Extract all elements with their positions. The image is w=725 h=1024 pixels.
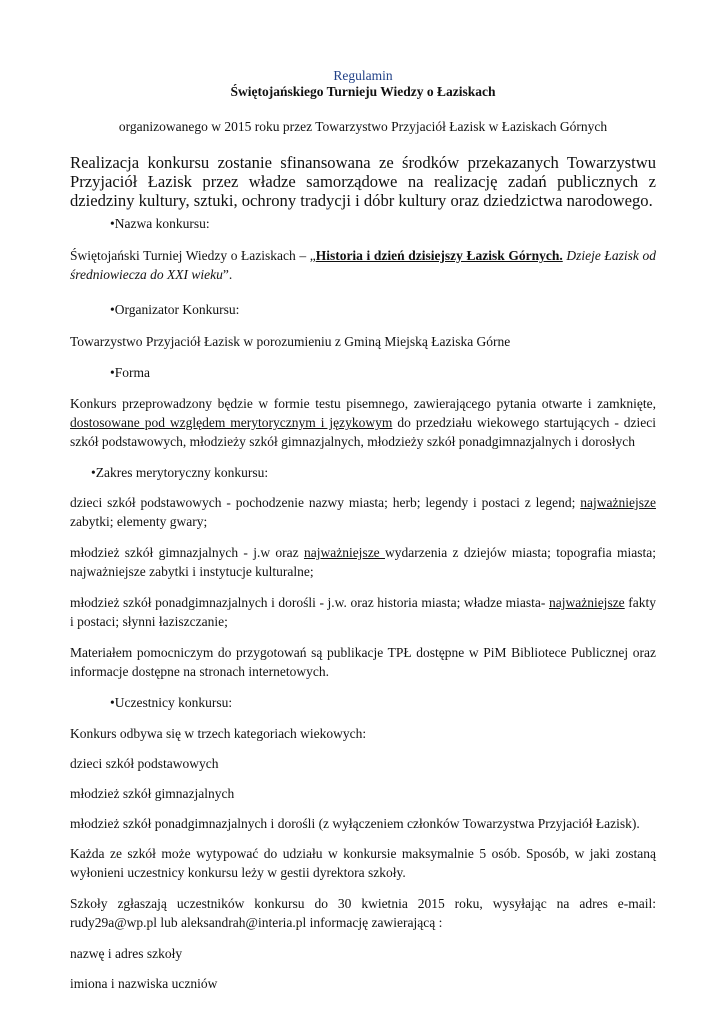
bullet-icon: • [110, 302, 115, 317]
categories-intro: Konkurs odbywa się w trzech kategoriach wiekowych: [70, 726, 367, 741]
materials-paragraph: Materiałem pomocniczym do przygotowań są publikacje TPŁ dostępne w PiM Bibliotece Publicznej oraz informacje dostępne na stronach internetowych. [70, 645, 656, 679]
organized-by-line: organizowanego w 2015 roku przez Towarzystwo Przyjaciół Łazisk w Łaziskach Górnych [118, 119, 608, 134]
category-primary: dzieci szkół podstawowych [70, 756, 219, 771]
scope-adults-paragraph: młodzież szkół ponadgimnazjalnych i dorośli - j.w. oraz historia miasta; władze miasta- najważniejsze fakty i postaci; słynni łaziszczanie; [70, 595, 656, 629]
intro-paragraph: Realizacja konkursu zostanie sfinansowana ze środków przekazanych Towarzystwu Przyjaciół Łazisk przez władze samorządowe na realizację zadań publicznych z dziedziny kultury, sztuki, ochrony tradycji i dóbr kultury oraz dziedzictwa narodowego. [70, 153, 656, 210]
category-gimnazjum: młodzież szkół gimnazjalnych [70, 786, 235, 801]
bullet-participants-heading: •Uczestnicy konkursu: [110, 695, 233, 710]
bullet-icon: • [110, 216, 115, 231]
required-item-school: nazwę i adres szkoły [70, 946, 183, 961]
doc-title-regulamin: Regulamin [333, 68, 393, 83]
doc-title-competition: Świętojańskiego Turnieju Wiedzy o Łaziskach [230, 84, 496, 99]
limit-paragraph: Każda ze szkół może wytypować do udziału w konkursie maksymalnie 5 osób. Sposób, w jaki zostaną wyłonieni uczestnicy konkursu leży w gestii dyrektora szkoły. [70, 846, 656, 880]
form-paragraph: Konkurs przeprowadzony będzie w formie testu pisemnego, zawierającego pytania otwarte i zamknięte, dostosowane pod względem merytorycznym i językowym do przedziału wiekowego startujących - dzieci szkół podstawowych, młodzieży szkół gimnazjalnych, młodzieży szkół ponadgimnazjalnych i dorosłych [70, 396, 656, 449]
bullet-scope-heading: •Zakres merytoryczny konkursu: [91, 465, 269, 480]
bullet-icon: • [110, 365, 115, 380]
name-paragraph: Świętojański Turniej Wiedzy o Łaziskach – „Historia i dzień dzisiejszy Łazisk Górnych. Dzieje Łazisk od średniowiecza do XXI wieku”. [70, 248, 657, 282]
organizer-paragraph: Towarzystwo Przyjaciół Łazisk w porozumieniu z Gminą Miejską Łaziska Górne [70, 334, 511, 349]
document-page [70, 68, 656, 993]
scope-gimnazjum-paragraph: młodzież szkół gimnazjalnych - j.w oraz najważniejsze wydarzenia z dziejów miasta; topografia miasta; najważniejsze zabytki i instytucje kulturalne; [70, 545, 656, 579]
registration-paragraph: Szkoły zgłaszają uczestników konkursu do 30 kwietnia 2015 roku, wysyłając na adres e-mail: rudy29a@wp.pl lub aleksandrah@interia.pl informację zawierającą : [70, 896, 656, 930]
bullet-icon: • [110, 695, 115, 710]
competition-title: Historia i dzień dzisiejszy Łazisk Górnych. [315, 248, 563, 263]
bullet-name-heading: •Nazwa konkursu: [110, 216, 210, 231]
bullet-icon: • [91, 465, 96, 480]
bullet-organizer-heading: •Organizator Konkursu: [110, 302, 240, 317]
bullet-form-heading: •Forma [110, 365, 150, 380]
required-item-students: imiona i nazwiska uczniów [70, 976, 218, 991]
category-adults: młodzież szkół ponadgimnazjalnych i dorośli (z wyłączeniem członków Towarzystwa Przyjaciół Łazisk). [70, 816, 640, 831]
scope-primary-paragraph: dzieci szkół podstawowych - pochodzenie nazwy miasta; herb; legendy i postaci z legend; najważniejsze zabytki; elementy gwary; [70, 495, 656, 529]
